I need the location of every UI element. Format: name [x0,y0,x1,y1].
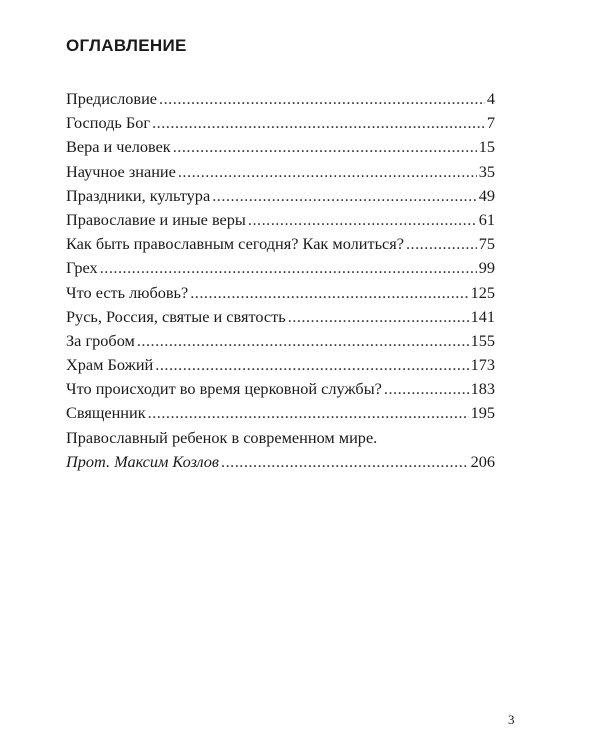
toc-entry-title: Вера и человек [66,137,171,157]
toc-entry-title: Что есть любовь? [66,282,189,302]
toc-entry-title: Научное знание [66,161,176,181]
toc-dot-leader [190,281,468,305]
toc-entry-author: Прот. Максим Козлов [66,451,220,471]
toc-entry-page: 49 [478,185,495,205]
toc-entry-page: 4 [486,89,495,108]
toc-entry-page: 7 [486,113,495,133]
toc-entry-page: 75 [478,234,495,254]
toc-entry-title: Что происходит во время церковной службы? [66,379,382,399]
toc-entry-title: Храм Божий [66,355,154,375]
toc-dot-leader [137,329,469,353]
toc-dot-leader [384,377,469,401]
toc-entry-title: Православие и иные веры [66,209,246,229]
toc-dot-leader [248,208,477,232]
toc-entry-page: 61 [478,209,495,229]
toc-entry [66,353,495,377]
page-number: 3 [508,712,515,727]
toc-entry [66,208,495,232]
toc-dot-leader [173,135,477,159]
toc-entry-page: 155 [470,330,495,350]
toc-entry-title: Господь Бог [66,113,151,133]
toc-entry-title: Предисловие [66,89,158,108]
toc-dot-leader [212,184,477,208]
toc-entry-heading-line [66,426,495,450]
page-title: ОГЛАВЛЕНИЕ [66,36,187,55]
toc-entry-title: Праздники, культура [66,185,211,205]
table-of-contents [66,87,495,474]
toc-entry-page: 195 [470,403,495,423]
toc-entry [66,377,495,401]
toc-entry [66,160,495,184]
toc-entry-page: 99 [478,258,495,278]
toc-entry [66,135,495,159]
toc-entry [66,281,495,305]
toc-entry [66,87,495,111]
toc-entry-page: 35 [478,161,495,181]
toc-entry [66,401,495,425]
toc-entry-title: За гробом [66,330,135,350]
toc-entry-page: 15 [478,137,495,157]
toc-dot-leader [221,450,469,474]
toc-entry-title: Русь, Россия, святые и святость [66,306,286,326]
toc-entry [66,184,495,208]
toc-entry-page: 206 [470,451,495,471]
toc-entry-page: 173 [470,355,495,375]
toc-entry-title: Грех [66,258,98,278]
toc-entry [66,111,495,135]
toc-dot-leader [100,256,477,280]
toc-entry [66,305,495,329]
toc-entry [66,232,495,256]
toc-dot-leader [152,111,485,135]
toc-dot-leader [155,353,468,377]
toc-entry [66,329,495,353]
toc-dot-leader [288,305,469,329]
toc-dot-leader [148,401,469,425]
toc-entry-page: 141 [470,306,495,326]
toc-entry [66,256,495,280]
toc-entry [66,450,495,474]
toc-dot-leader [159,87,485,111]
toc-entry-title: Как быть православным сегодня? Как молиться? [66,234,404,254]
toc-entry-page: 125 [470,282,495,302]
toc-entry-title: Священник [66,403,146,423]
toc-entry-title: Православный ребенок в современном мире. [66,427,378,447]
toc-dot-leader [406,232,477,256]
toc-entry-page: 183 [470,379,495,399]
toc-dot-leader [178,160,477,184]
